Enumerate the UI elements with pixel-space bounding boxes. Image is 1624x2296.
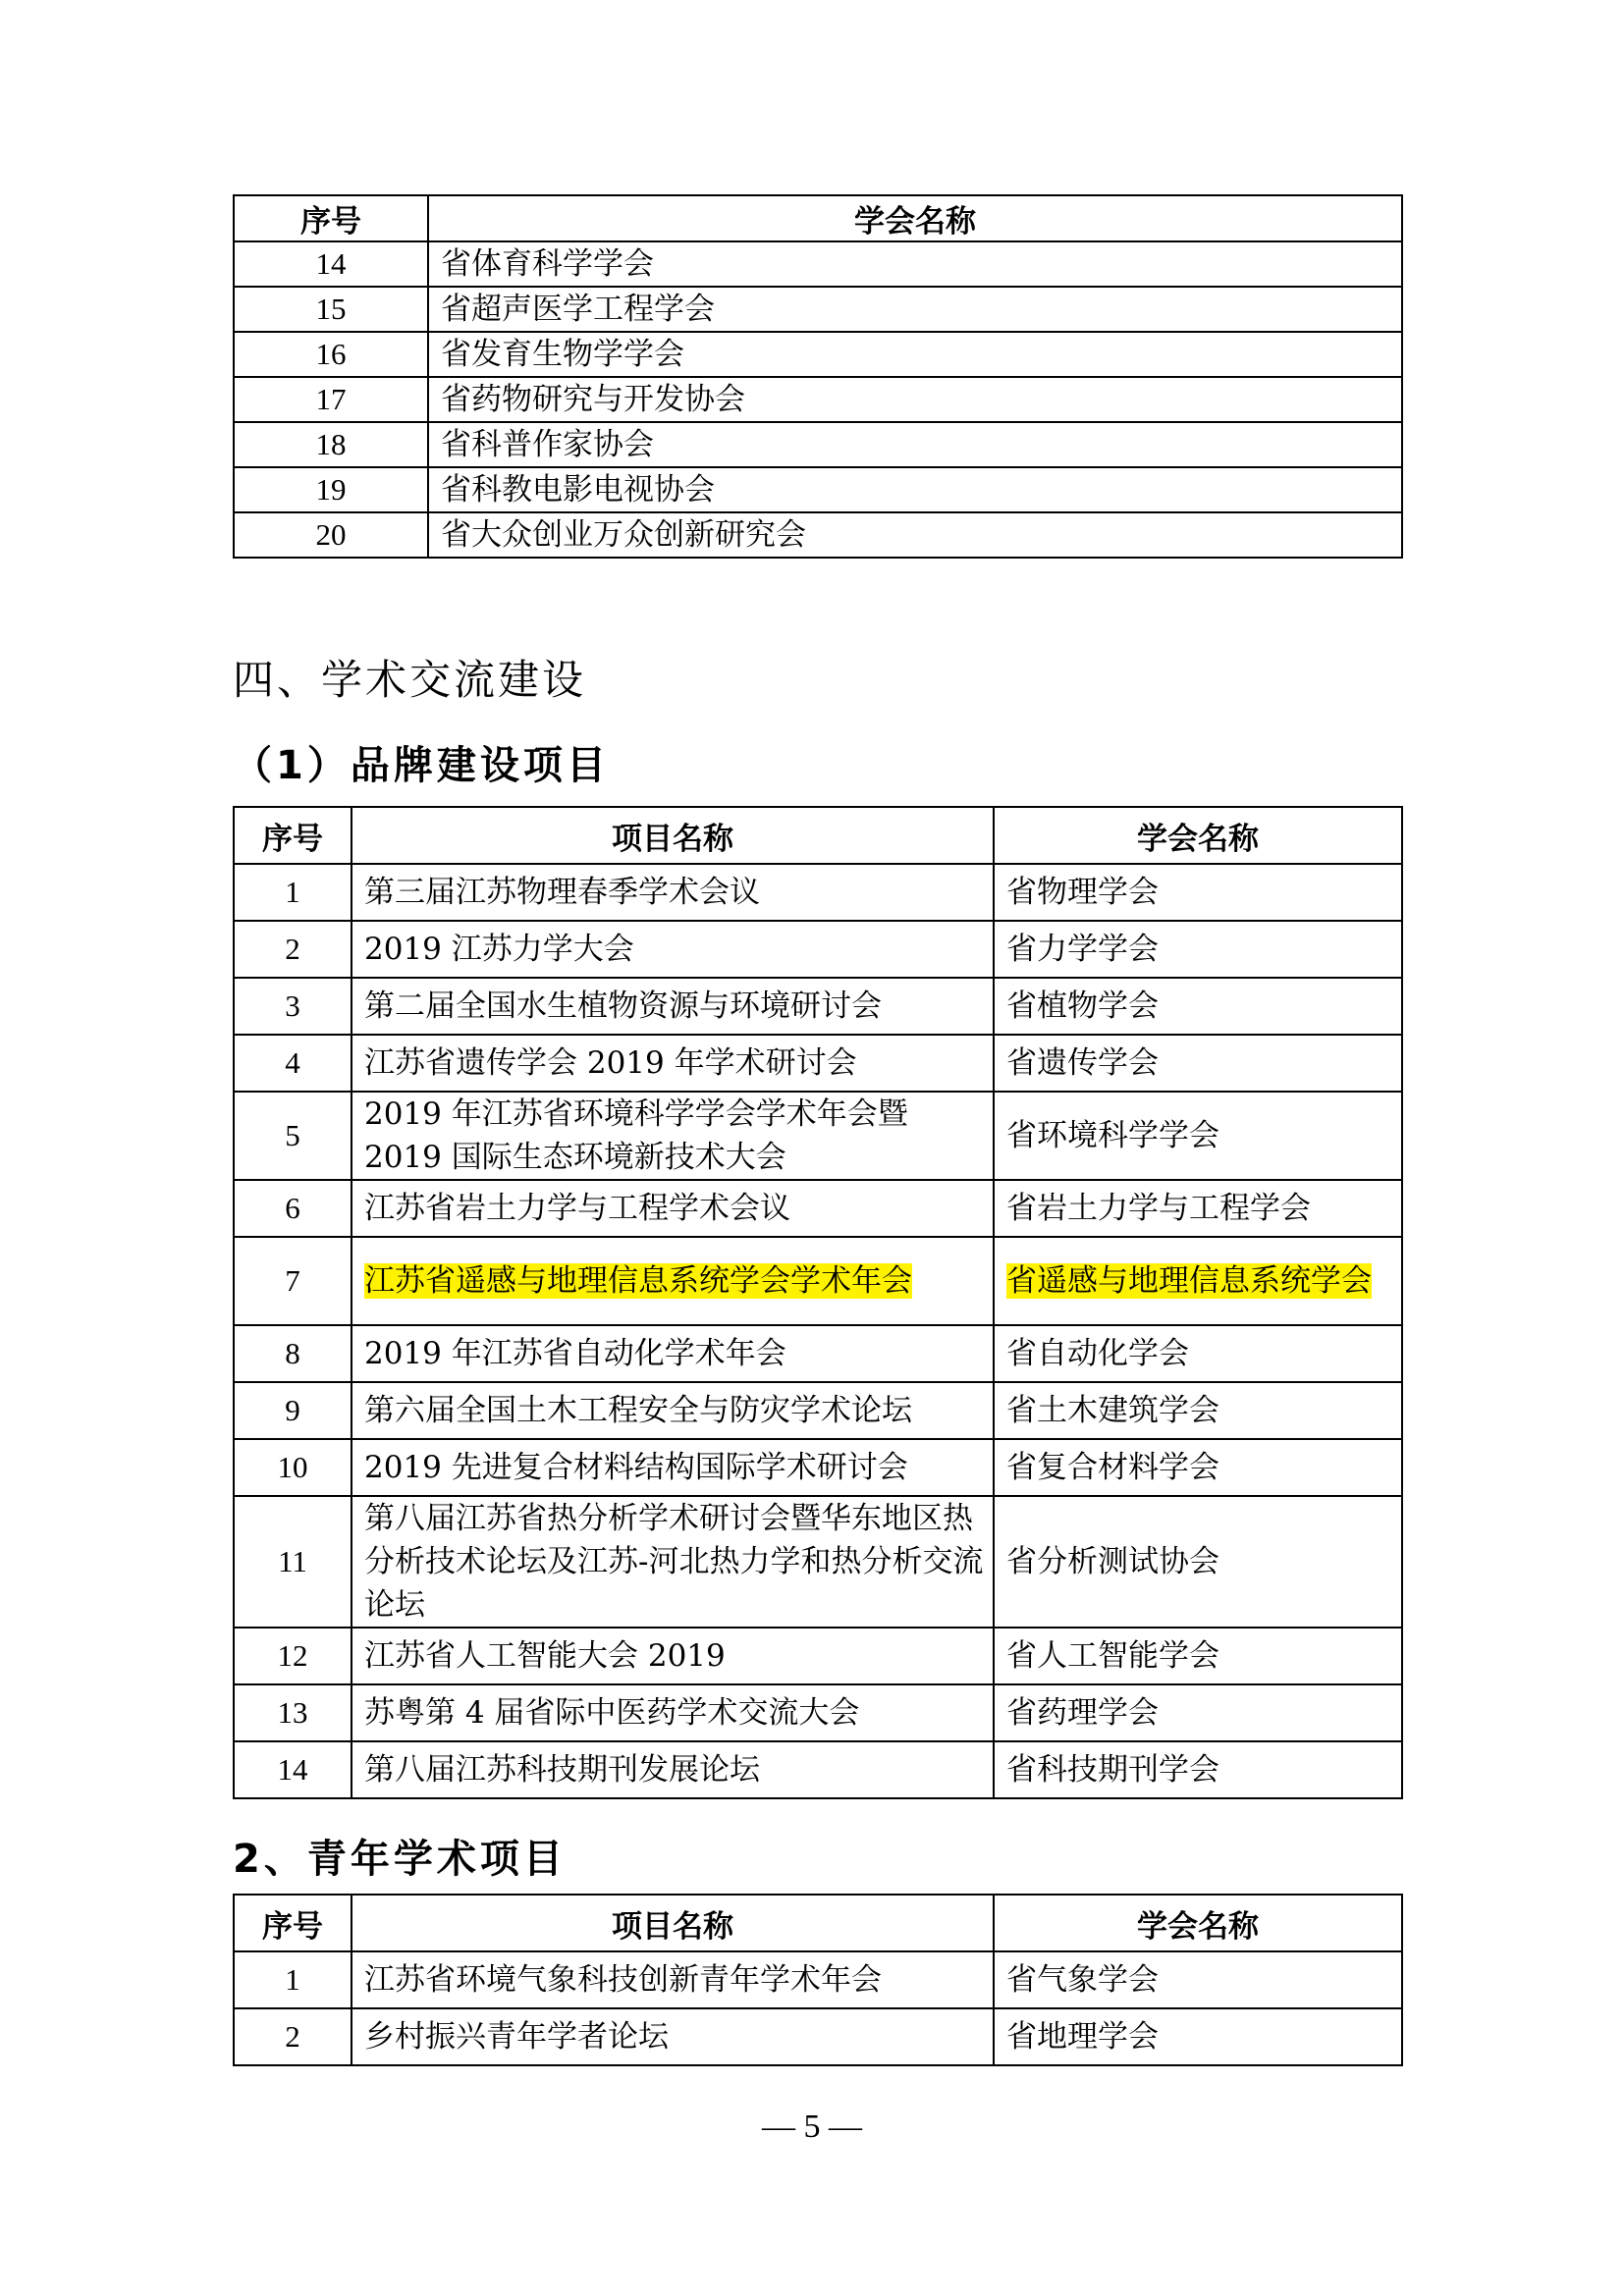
project-name-cell: 苏粤第 4 届省际中医药学术交流大会 — [352, 1684, 994, 1741]
serial-number-cell: 5 — [234, 1092, 352, 1180]
table-row — [234, 921, 1402, 978]
highlighted-text: 省遥感与地理信息系统学会 — [1006, 1263, 1372, 1299]
project-name-cell — [352, 1237, 994, 1325]
table-row — [234, 1741, 1402, 1798]
society-name-cell: 省大众创业万众创新研究会 — [428, 512, 1402, 558]
society-name-cell: 省岩土力学与工程学会 — [994, 1180, 1402, 1237]
serial-number-cell: 14 — [234, 241, 428, 287]
serial-number-cell: 20 — [234, 512, 428, 558]
table-row — [234, 978, 1402, 1035]
society-name-cell: 省体育科学学会 — [428, 241, 1402, 287]
project-name-cell: 第八届江苏省热分析学术研讨会暨华东地区热分析技术论坛及江苏-河北热力学和热分析交流论坛 — [352, 1496, 994, 1628]
society-name-cell: 省地理学会 — [994, 2008, 1402, 2065]
society-name-cell: 省人工智能学会 — [994, 1628, 1402, 1684]
serial-number-cell: 10 — [234, 1439, 352, 1496]
page-number: — 5 — — [762, 2109, 862, 2145]
project-name-cell: 江苏省环境气象科技创新青年学术年会 — [352, 1951, 994, 2008]
header-society-name: 学会名称 — [428, 195, 1402, 241]
youth-projects-table — [233, 1894, 1403, 2066]
project-name-cell: 江苏省岩土力学与工程学术会议 — [352, 1180, 994, 1237]
table-row — [234, 1382, 1402, 1439]
table-row — [234, 2008, 1402, 2065]
serial-number-cell: 8 — [234, 1325, 352, 1382]
table-row — [234, 1684, 1402, 1741]
serial-number-cell: 2 — [234, 921, 352, 978]
society-name-cell: 省自动化学会 — [994, 1325, 1402, 1382]
table-row — [234, 1496, 1402, 1628]
serial-number-cell: 2 — [234, 2008, 352, 2065]
header-society-name: 学会名称 — [994, 1895, 1402, 1951]
serial-number-cell: 17 — [234, 377, 428, 422]
project-name-cell: 2019 年江苏省环境科学学会学术年会暨 2019 国际生态环境新技术大会 — [352, 1092, 994, 1180]
table-row — [234, 1325, 1402, 1382]
serial-number-cell: 7 — [234, 1237, 352, 1325]
highlighted-text: 江苏省遥感与地理信息系统学会学术年会 — [364, 1263, 912, 1299]
serial-number-cell: 1 — [234, 864, 352, 921]
table-row — [234, 1092, 1402, 1180]
society-name-cell: 省分析测试协会 — [994, 1496, 1402, 1628]
table-row — [234, 1035, 1402, 1092]
header-serial-number: 序号 — [234, 1895, 352, 1951]
serial-number-cell: 11 — [234, 1496, 352, 1628]
header-project-name: 项目名称 — [352, 1895, 994, 1951]
project-name-cell: 第八届江苏科技期刊发展论坛 — [352, 1741, 994, 1798]
table-row — [234, 1628, 1402, 1684]
table-row — [234, 1180, 1402, 1237]
table-row — [234, 422, 1402, 467]
table-row — [234, 377, 1402, 422]
project-name-cell: 第六届全国土木工程安全与防灾学术论坛 — [352, 1382, 994, 1439]
serial-number-cell: 18 — [234, 422, 428, 467]
header-project-name: 项目名称 — [352, 807, 994, 864]
table-row — [234, 467, 1402, 512]
society-name-cell — [994, 1237, 1402, 1325]
society-name-cell: 省科技期刊学会 — [994, 1741, 1402, 1798]
serial-number-cell: 16 — [234, 332, 428, 377]
project-name-cell: 江苏省遗传学会 2019 年学术研讨会 — [352, 1035, 994, 1092]
society-name-cell: 省植物学会 — [994, 978, 1402, 1035]
table-row — [234, 1237, 1402, 1325]
table-row — [234, 332, 1402, 377]
society-name-cell: 省科普作家协会 — [428, 422, 1402, 467]
table-row — [234, 1951, 1402, 2008]
table-row — [234, 1439, 1402, 1496]
serial-number-cell: 4 — [234, 1035, 352, 1092]
project-name-cell: 2019 年江苏省自动化学术年会 — [352, 1325, 994, 1382]
serial-number-cell: 6 — [234, 1180, 352, 1237]
serial-number-cell: 12 — [234, 1628, 352, 1684]
society-name-cell: 省发育生物学学会 — [428, 332, 1402, 377]
project-name-cell: 第三届江苏物理春季学术会议 — [352, 864, 994, 921]
project-name-cell: 第二届全国水生植物资源与环境研讨会 — [352, 978, 994, 1035]
society-name-cell: 省复合材料学会 — [994, 1439, 1402, 1496]
project-name-cell: 2019 江苏力学大会 — [352, 921, 994, 978]
header-society-name: 学会名称 — [994, 807, 1402, 864]
project-name-cell: 2019 先进复合材料结构国际学术研讨会 — [352, 1439, 994, 1496]
serial-number-cell: 9 — [234, 1382, 352, 1439]
header-serial-number: 序号 — [234, 195, 428, 241]
society-name-cell: 省遗传学会 — [994, 1035, 1402, 1092]
serial-number-cell: 14 — [234, 1741, 352, 1798]
project-name-cell: 江苏省人工智能大会 2019 — [352, 1628, 994, 1684]
serial-number-cell: 13 — [234, 1684, 352, 1741]
society-name-cell: 省药物研究与开发协会 — [428, 377, 1402, 422]
society-name-cell: 省超声医学工程学会 — [428, 287, 1402, 332]
brand-projects-table — [233, 806, 1403, 1799]
society-name-cell: 省物理学会 — [994, 864, 1402, 921]
serial-number-cell: 19 — [234, 467, 428, 512]
project-name-cell: 乡村振兴青年学者论坛 — [352, 2008, 994, 2065]
brand-projects-title: （1）品牌建设项目 — [233, 743, 610, 788]
table-row — [234, 241, 1402, 287]
society-name-cell: 省环境科学学会 — [994, 1092, 1402, 1180]
society-name-cell: 省气象学会 — [994, 1951, 1402, 2008]
society-list-table — [233, 194, 1403, 559]
table-row — [234, 864, 1402, 921]
header-serial-number: 序号 — [234, 807, 352, 864]
serial-number-cell: 1 — [234, 1951, 352, 2008]
table-row — [234, 287, 1402, 332]
society-name-cell: 省土木建筑学会 — [994, 1382, 1402, 1439]
society-name-cell: 省科教电影电视协会 — [428, 467, 1402, 512]
serial-number-cell: 15 — [234, 287, 428, 332]
society-name-cell: 省药理学会 — [994, 1684, 1402, 1741]
society-name-cell: 省力学学会 — [994, 921, 1402, 978]
youth-projects-title: 2、青年学术项目 — [233, 1837, 567, 1882]
section-title: 四、学术交流建设 — [233, 656, 587, 704]
table-row — [234, 512, 1402, 558]
serial-number-cell: 3 — [234, 978, 352, 1035]
